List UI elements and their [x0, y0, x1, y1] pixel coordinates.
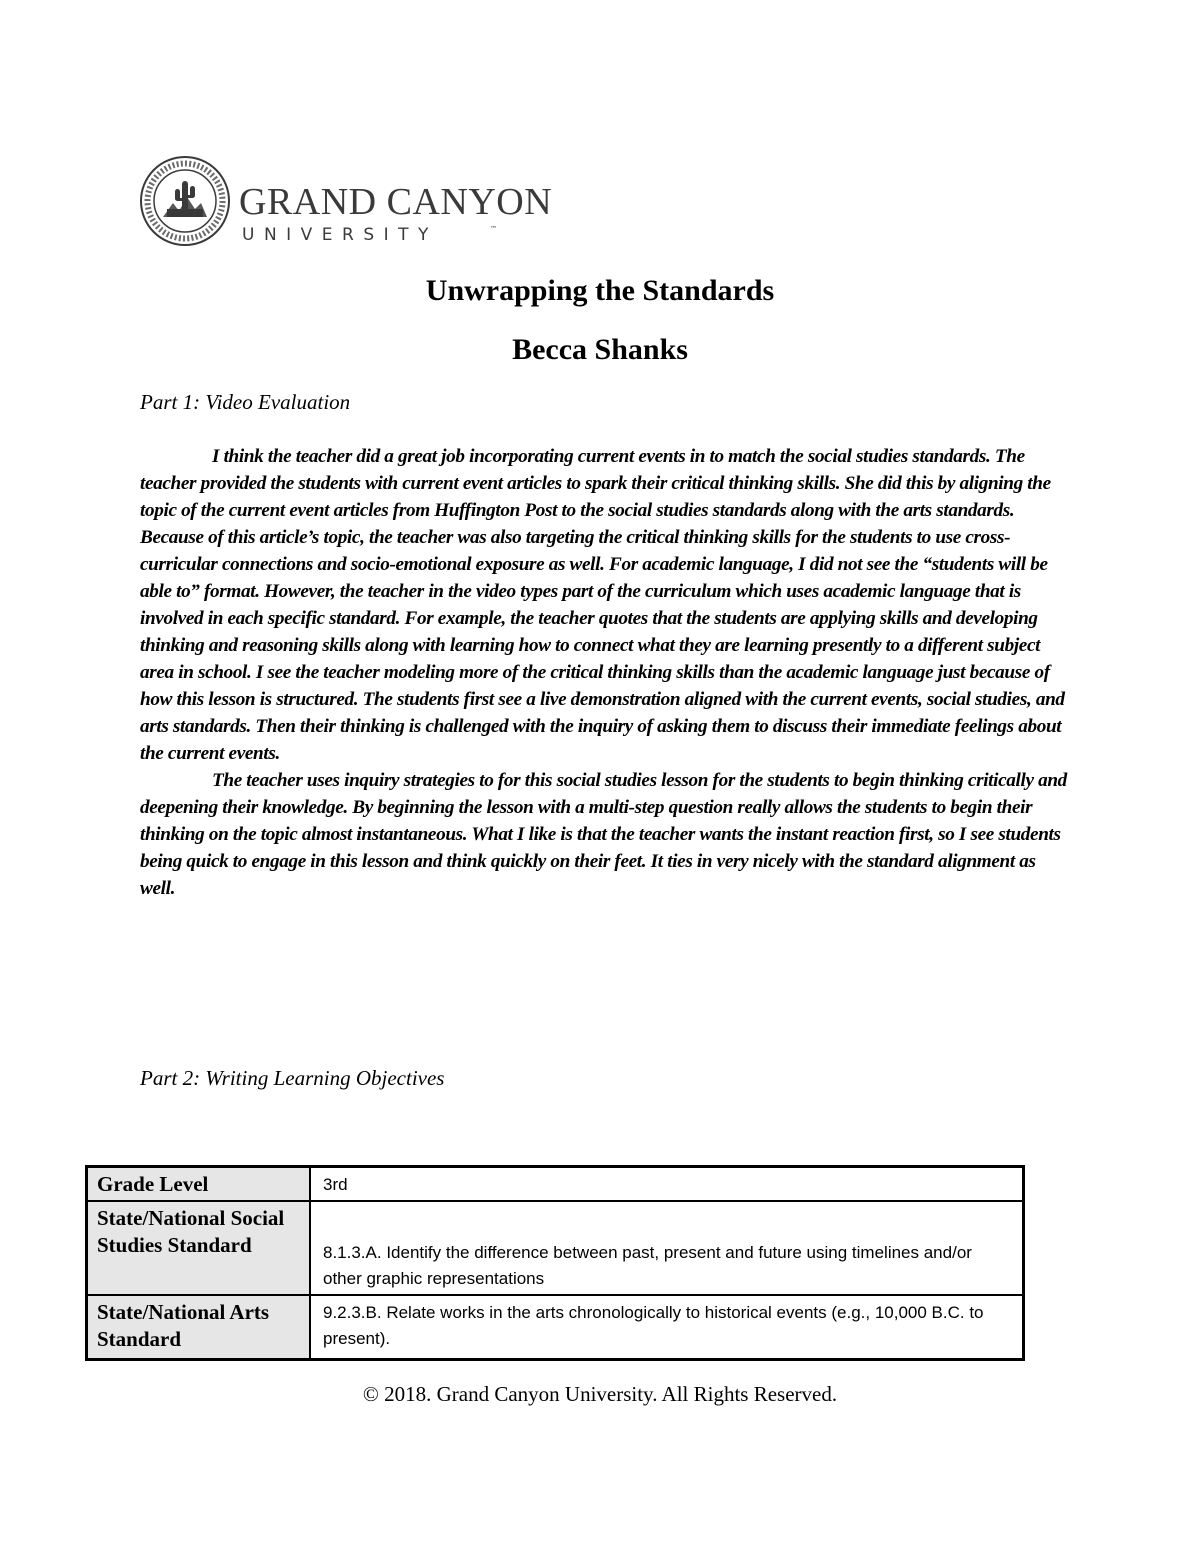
university-logo: [139, 155, 579, 247]
part1-body: [140, 443, 1070, 902]
row-value: 8.1.3.A. Identify the difference between past, present and future using timelines and/or other graphic representations: [310, 1201, 1024, 1295]
row-label: State/National Social Studies Standard: [87, 1201, 311, 1295]
objectives-table: [85, 1165, 1025, 1361]
row-value: 9.2.3.B. Relate works in the arts chronologically to historical events (e.g., 10,000 B.C. to present).: [310, 1295, 1024, 1360]
row-value: 3rd: [310, 1167, 1024, 1202]
logo-name: GRAND CANYON: [239, 181, 553, 223]
document-author: Becca Shanks: [512, 333, 688, 366]
row-label: Grade Level: [87, 1167, 311, 1202]
table-row: [87, 1167, 1024, 1202]
logo-trademark: ™: [490, 225, 497, 233]
copyright-footer: © 2018. Grand Canyon University. All Rights Reserved.: [362, 1382, 838, 1406]
logo-subtitle: UNIVERSITY: [242, 225, 438, 245]
paragraph: The teacher uses inquiry strategies to for this social studies lesson for the students to begin thinking critically and deepening their knowledge. By beginning the lesson with a multi-step question really allows the students to begin their thinking on the topic almost instantaneous. What I like is that the teacher wants the instant reaction first, so I see students being quick to engage in this lesson and think quickly on their feet. It ties in very nicely with the standard alignment as well.: [140, 770, 1067, 899]
part2-heading: Part 2: Writing Learning Objectives: [140, 1066, 445, 1090]
university-seal-icon: [139, 155, 231, 247]
table-row: [87, 1295, 1024, 1360]
table-row: [87, 1201, 1024, 1295]
document-title: Unwrapping the Standards: [425, 274, 775, 307]
row-label: State/National Arts Standard: [87, 1295, 311, 1360]
logo-wordmark: [239, 183, 579, 247]
part1-heading: Part 1: Video Evaluation: [140, 390, 351, 414]
paragraph: I think the teacher did a great job incorporating current events in to match the social studies standards. The teacher provided the students with current event articles to spark their critical thinking skills. She did this by aligning the topic of the current event articles from Huffington Post to the social studies standards along with the arts standards. Because of this article’s topic, the teacher was also targeting the critical thinking skills for the students to use cross-curricular connections and socio-emotional exposure as well. For academic language, I did not see the “students will be able to” format. However, the teacher in the video types part of the curriculum which uses academic language that is involved in each specific standard. For example, the teacher quotes that the students are applying skills and developing thinking and reasoning skills along with learning how to connect what they are learning presently to a different subject area in school. I see the teacher modeling more of the critical thinking skills than the academic language just because of how this lesson is structured. The students first see a live demonstration aligned with the current events, social studies, and arts standards. Then their thinking is challenged with the inquiry of asking them to discuss their immediate feelings about the current events.: [140, 446, 1065, 764]
